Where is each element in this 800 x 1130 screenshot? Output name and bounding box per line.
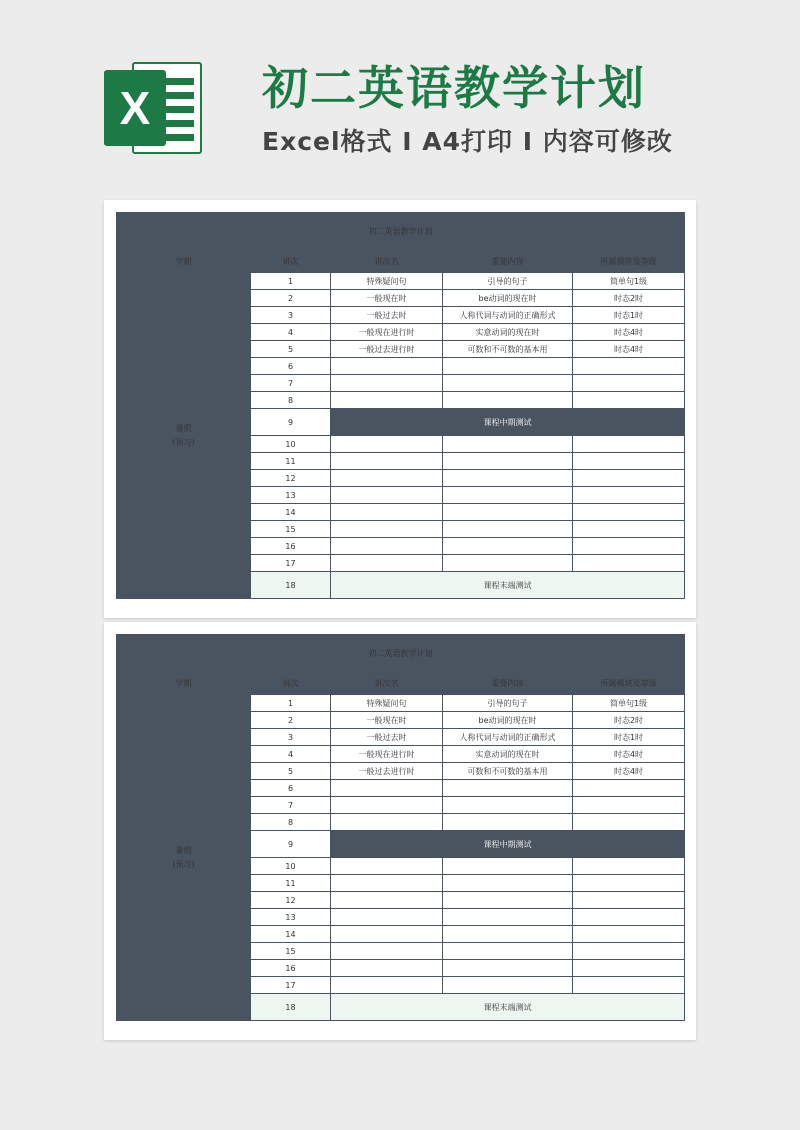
cell-module[interactable]: 时态1时 <box>573 307 685 324</box>
cell-module[interactable] <box>573 780 685 797</box>
cell-module[interactable]: 时态2时 <box>573 290 685 307</box>
cell-n[interactable]: 14 <box>251 926 331 943</box>
cell-name[interactable] <box>331 375 443 392</box>
cell-content[interactable] <box>443 780 573 797</box>
cell-n[interactable]: 10 <box>251 436 331 453</box>
cell-content[interactable] <box>443 943 573 960</box>
cell-module[interactable] <box>573 977 685 994</box>
cell-n[interactable]: 11 <box>251 875 331 892</box>
cell-n[interactable]: 6 <box>251 358 331 375</box>
cell-n[interactable]: 15 <box>251 521 331 538</box>
cell-n[interactable]: 7 <box>251 375 331 392</box>
term-name: 暑假 <box>175 845 192 855</box>
cell-content[interactable] <box>443 453 573 470</box>
cell-module[interactable] <box>573 814 685 831</box>
cell-name[interactable] <box>331 943 443 960</box>
header-lesson-no: 讲次 <box>251 251 331 273</box>
header-term: 学期 <box>117 251 251 273</box>
cell-content[interactable] <box>443 892 573 909</box>
page-subtitle: Excel格式 I A4打印 I 内容可修改 <box>262 127 673 156</box>
cell-n[interactable]: 18 <box>251 994 331 1021</box>
cell-module[interactable] <box>573 538 685 555</box>
cell-n[interactable]: 17 <box>251 977 331 994</box>
cell-n[interactable]: 2 <box>251 712 331 729</box>
cell-name[interactable] <box>331 892 443 909</box>
cell-n[interactable]: 4 <box>251 746 331 763</box>
cell-content[interactable] <box>443 487 573 504</box>
cell-n[interactable]: 13 <box>251 487 331 504</box>
cell-n[interactable]: 1 <box>251 695 331 712</box>
cell-n[interactable]: 12 <box>251 892 331 909</box>
header-module-level: 所属模块及等级 <box>573 251 685 273</box>
cell-content[interactable] <box>443 358 573 375</box>
table-header-row <box>117 251 685 273</box>
cell-module[interactable]: 简单句1级 <box>573 273 685 290</box>
cell-name[interactable] <box>331 875 443 892</box>
cell-content[interactable]: 实意动词的现在时 <box>443 324 573 341</box>
cell-content[interactable]: 人称代词与动词的正确形式 <box>443 307 573 324</box>
cell-name[interactable]: 一般现在时 <box>331 290 443 307</box>
midterm-label[interactable]: 课程中期测试 <box>331 409 685 436</box>
cell-content[interactable]: 引导的句子 <box>443 695 573 712</box>
cell-n[interactable]: 12 <box>251 470 331 487</box>
final-test-label[interactable]: 课程末端测试 <box>331 572 685 599</box>
table-row <box>117 695 685 712</box>
cell-module[interactable]: 时态4时 <box>573 746 685 763</box>
cell-module[interactable] <box>573 358 685 375</box>
page-header <box>0 0 800 190</box>
cell-module[interactable] <box>573 858 685 875</box>
cell-name[interactable] <box>331 436 443 453</box>
cell-module[interactable] <box>573 797 685 814</box>
cell-name[interactable] <box>331 780 443 797</box>
plan-card-1 <box>104 200 696 618</box>
term-cell <box>117 695 251 1021</box>
cell-module[interactable]: 时态2时 <box>573 712 685 729</box>
cell-module[interactable]: 时态4时 <box>573 763 685 780</box>
cell-n[interactable]: 4 <box>251 324 331 341</box>
header-key-content: 重要内容 <box>443 673 573 695</box>
cell-content[interactable]: be动词的现在时 <box>443 712 573 729</box>
cell-module[interactable] <box>573 487 685 504</box>
table-title: 初二英语教学计划 <box>117 213 685 251</box>
cell-content[interactable]: 引导的句子 <box>443 273 573 290</box>
plan-card-2 <box>104 622 696 1040</box>
cell-n[interactable]: 9 <box>251 409 331 436</box>
header-lesson-name: 讲次名 <box>331 251 443 273</box>
cell-name[interactable] <box>331 858 443 875</box>
cell-content[interactable] <box>443 375 573 392</box>
header-module-level: 所属模块及等级 <box>573 673 685 695</box>
cell-n[interactable]: 6 <box>251 780 331 797</box>
cell-n[interactable]: 5 <box>251 341 331 358</box>
term-name: 暑假 <box>175 423 192 433</box>
cell-content[interactable]: 实意动词的现在时 <box>443 746 573 763</box>
cell-content[interactable] <box>443 926 573 943</box>
cell-n[interactable]: 11 <box>251 453 331 470</box>
page-title: 初二英语教学计划 <box>262 61 646 115</box>
cell-content[interactable]: 可数和不可数的基本用 <box>443 763 573 780</box>
logo-letter: X <box>104 70 166 146</box>
cell-name[interactable] <box>331 960 443 977</box>
cell-n[interactable]: 1 <box>251 273 331 290</box>
cell-n[interactable]: 16 <box>251 538 331 555</box>
cell-name[interactable] <box>331 470 443 487</box>
cell-module[interactable] <box>573 926 685 943</box>
cell-n[interactable]: 17 <box>251 555 331 572</box>
cell-content[interactable] <box>443 555 573 572</box>
header-lesson-no: 讲次 <box>251 673 331 695</box>
final-test-label[interactable]: 课程末端测试 <box>331 994 685 1021</box>
cell-name[interactable] <box>331 909 443 926</box>
cell-name[interactable] <box>331 797 443 814</box>
cell-n[interactable]: 7 <box>251 797 331 814</box>
cell-content[interactable]: be动词的现在时 <box>443 290 573 307</box>
cell-name[interactable]: 一般过去进行时 <box>331 763 443 780</box>
cell-n[interactable]: 8 <box>251 814 331 831</box>
cell-n[interactable]: 3 <box>251 729 331 746</box>
cell-content[interactable] <box>443 814 573 831</box>
cell-module[interactable] <box>573 375 685 392</box>
term-note: (预习) <box>172 859 195 869</box>
cell-module[interactable]: 简单句1级 <box>573 695 685 712</box>
cell-n[interactable]: 2 <box>251 290 331 307</box>
table-header-row <box>117 673 685 695</box>
table-title-row <box>117 213 685 251</box>
midterm-label[interactable]: 课程中期测试 <box>331 831 685 858</box>
cell-module[interactable] <box>573 892 685 909</box>
cell-n[interactable]: 3 <box>251 307 331 324</box>
excel-logo-icon <box>104 62 202 154</box>
cell-content[interactable] <box>443 470 573 487</box>
cell-name[interactable] <box>331 977 443 994</box>
cell-module[interactable] <box>573 960 685 977</box>
cell-name[interactable] <box>331 392 443 409</box>
cell-name[interactable]: 一般现在进行时 <box>331 324 443 341</box>
cell-module[interactable] <box>573 504 685 521</box>
cell-module[interactable] <box>573 943 685 960</box>
term-note: (预习) <box>172 437 195 447</box>
cell-content[interactable]: 人称代词与动词的正确形式 <box>443 729 573 746</box>
plan-table <box>116 634 685 1021</box>
cell-content[interactable] <box>443 521 573 538</box>
header-key-content: 重要内容 <box>443 251 573 273</box>
cell-module[interactable] <box>573 909 685 926</box>
cell-name[interactable]: 一般过去时 <box>331 307 443 324</box>
cell-name[interactable] <box>331 538 443 555</box>
cell-content[interactable] <box>443 909 573 926</box>
cell-content[interactable] <box>443 875 573 892</box>
cell-n[interactable]: 13 <box>251 909 331 926</box>
cell-content[interactable] <box>443 977 573 994</box>
table-row <box>117 273 685 290</box>
cell-content[interactable] <box>443 858 573 875</box>
cell-module[interactable] <box>573 453 685 470</box>
cell-module[interactable] <box>573 436 685 453</box>
cell-n[interactable]: 5 <box>251 763 331 780</box>
cell-module[interactable] <box>573 555 685 572</box>
cell-module[interactable] <box>573 392 685 409</box>
cell-n[interactable]: 9 <box>251 831 331 858</box>
cell-name[interactable] <box>331 358 443 375</box>
cell-module[interactable] <box>573 470 685 487</box>
cell-name[interactable]: 一般现在时 <box>331 712 443 729</box>
cell-name[interactable]: 一般现在进行时 <box>331 746 443 763</box>
table-title-row <box>117 635 685 673</box>
cell-module[interactable] <box>573 521 685 538</box>
cell-content[interactable] <box>443 436 573 453</box>
cell-name[interactable] <box>331 504 443 521</box>
cell-name[interactable] <box>331 487 443 504</box>
cell-name[interactable] <box>331 926 443 943</box>
cell-n[interactable]: 10 <box>251 858 331 875</box>
cell-content[interactable] <box>443 538 573 555</box>
cell-name[interactable] <box>331 453 443 470</box>
cell-name[interactable] <box>331 814 443 831</box>
plan-table <box>116 212 685 599</box>
term-cell <box>117 273 251 599</box>
cell-name[interactable]: 一般过去进行时 <box>331 341 443 358</box>
cell-module[interactable]: 时态4时 <box>573 324 685 341</box>
cell-name[interactable]: 特殊疑问句 <box>331 695 443 712</box>
cell-name[interactable] <box>331 555 443 572</box>
header-lesson-name: 讲次名 <box>331 673 443 695</box>
cell-n[interactable]: 14 <box>251 504 331 521</box>
cell-module[interactable]: 时态4时 <box>573 341 685 358</box>
cell-content[interactable] <box>443 797 573 814</box>
cell-module[interactable]: 时态1时 <box>573 729 685 746</box>
cell-content[interactable] <box>443 504 573 521</box>
header-term: 学期 <box>117 673 251 695</box>
cell-name[interactable] <box>331 521 443 538</box>
cell-n[interactable]: 16 <box>251 960 331 977</box>
cell-content[interactable] <box>443 392 573 409</box>
cell-module[interactable] <box>573 875 685 892</box>
cell-n[interactable]: 8 <box>251 392 331 409</box>
cell-content[interactable]: 可数和不可数的基本用 <box>443 341 573 358</box>
cell-content[interactable] <box>443 960 573 977</box>
cell-name[interactable]: 一般过去时 <box>331 729 443 746</box>
cell-n[interactable]: 18 <box>251 572 331 599</box>
cell-n[interactable]: 15 <box>251 943 331 960</box>
cell-name[interactable]: 特殊疑问句 <box>331 273 443 290</box>
table-title: 初二英语教学计划 <box>117 635 685 673</box>
